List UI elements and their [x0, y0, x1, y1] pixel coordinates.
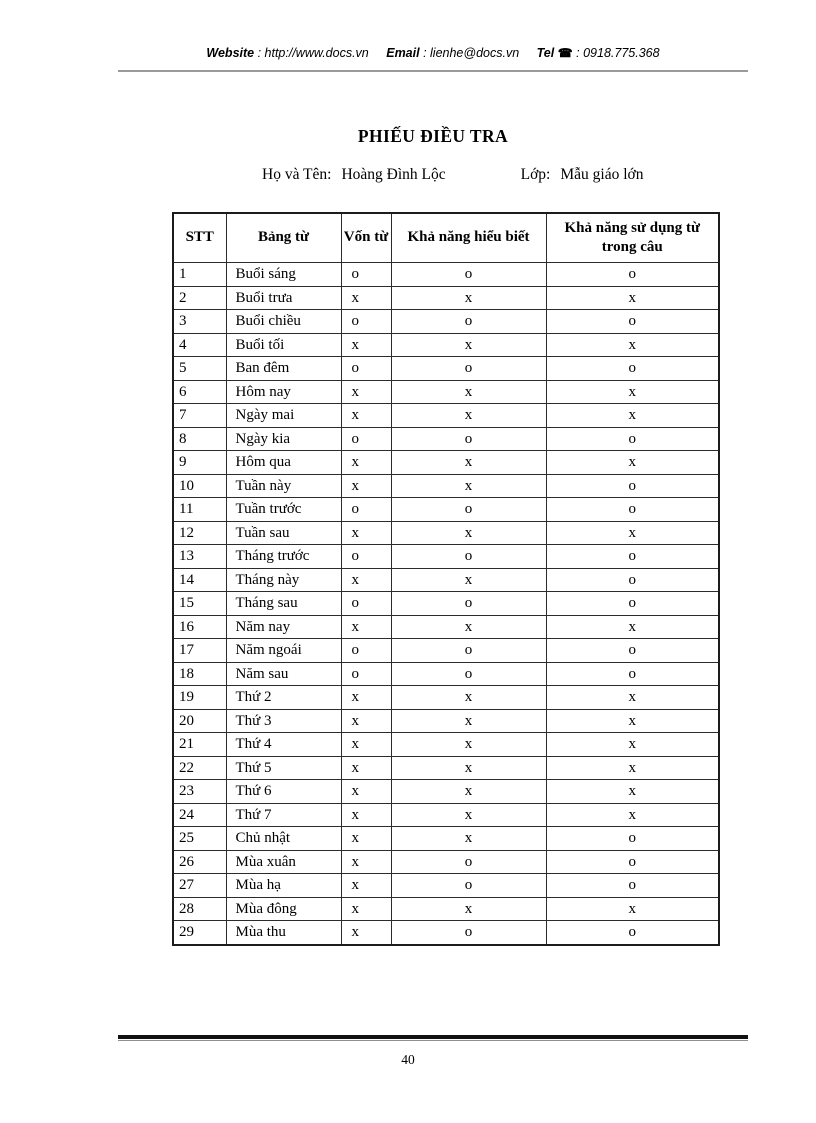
- cell-usage: x: [546, 615, 719, 639]
- cell-vocab: x: [341, 874, 391, 898]
- cell-word: Hôm qua: [226, 451, 341, 475]
- cell-vocab: x: [341, 709, 391, 733]
- cell-stt: 22: [173, 756, 226, 780]
- cell-vocab: o: [341, 639, 391, 663]
- cell-stt: 25: [173, 827, 226, 851]
- cell-comprehension: o: [391, 263, 546, 287]
- cell-word: Tháng sau: [226, 592, 341, 616]
- cell-usage: o: [546, 874, 719, 898]
- tel-label: Tel: [536, 46, 555, 60]
- cell-comprehension: x: [391, 897, 546, 921]
- cell-vocab: x: [341, 686, 391, 710]
- cell-comprehension: x: [391, 521, 546, 545]
- cell-usage: x: [546, 333, 719, 357]
- cell-stt: 18: [173, 662, 226, 686]
- class-value: Mẫu giáo lớn: [560, 166, 644, 183]
- table-row: [173, 803, 719, 827]
- cell-stt: 12: [173, 521, 226, 545]
- table-row: [173, 474, 719, 498]
- cell-stt: 20: [173, 709, 226, 733]
- cell-stt: 19: [173, 686, 226, 710]
- cell-comprehension: o: [391, 639, 546, 663]
- cell-comprehension: x: [391, 404, 546, 428]
- cell-comprehension: o: [391, 662, 546, 686]
- cell-word: Mùa đông: [226, 897, 341, 921]
- website-separator: :: [254, 46, 265, 60]
- cell-comprehension: x: [391, 474, 546, 498]
- page-title: PHIẾU ĐIỀU TRA: [357, 126, 509, 146]
- cell-stt: 6: [173, 380, 226, 404]
- cell-vocab: o: [341, 545, 391, 569]
- table-row: [173, 921, 719, 945]
- document-header: [118, 46, 748, 60]
- cell-vocab: x: [341, 333, 391, 357]
- table-row: [173, 780, 719, 804]
- cell-stt: 8: [173, 427, 226, 451]
- cell-word: Năm ngoái: [226, 639, 341, 663]
- cell-vocab: x: [341, 780, 391, 804]
- cell-usage: x: [546, 733, 719, 757]
- cell-usage: o: [546, 545, 719, 569]
- cell-comprehension: o: [391, 921, 546, 945]
- cell-word: Tháng này: [226, 568, 341, 592]
- cell-vocab: x: [341, 404, 391, 428]
- cell-usage: o: [546, 474, 719, 498]
- website-segment: [206, 46, 368, 60]
- cell-word: Mùa thu: [226, 921, 341, 945]
- header-row: [173, 213, 719, 263]
- cell-vocab: x: [341, 286, 391, 310]
- cell-word: Ban đêm: [226, 357, 341, 381]
- cell-comprehension: x: [391, 286, 546, 310]
- table-row: [173, 380, 719, 404]
- cell-word: Buổi sáng: [226, 263, 341, 287]
- col-header-stt: STT: [173, 213, 226, 263]
- col-header-comprehension: Khả năng hiểu biết: [391, 213, 546, 263]
- cell-stt: 28: [173, 897, 226, 921]
- email-segment: [386, 46, 519, 60]
- cell-word: Ngày mai: [226, 404, 341, 428]
- page-number: 40: [401, 1052, 415, 1067]
- cell-usage: x: [546, 756, 719, 780]
- table-row: [173, 850, 719, 874]
- cell-comprehension: o: [391, 498, 546, 522]
- cell-vocab: x: [341, 921, 391, 945]
- cell-comprehension: o: [391, 592, 546, 616]
- cell-usage: x: [546, 709, 719, 733]
- survey-table-head: [173, 213, 719, 263]
- cell-comprehension: x: [391, 686, 546, 710]
- cell-usage: o: [546, 592, 719, 616]
- cell-usage: o: [546, 263, 719, 287]
- table-row: [173, 733, 719, 757]
- cell-vocab: o: [341, 662, 391, 686]
- table-row: [173, 827, 719, 851]
- class-label: Lớp:: [520, 166, 551, 183]
- table-row: [173, 756, 719, 780]
- cell-usage: o: [546, 310, 719, 334]
- cell-comprehension: x: [391, 733, 546, 757]
- cell-comprehension: o: [391, 310, 546, 334]
- cell-word: Thứ 6: [226, 780, 341, 804]
- cell-word: Tuần sau: [226, 521, 341, 545]
- table-row: [173, 709, 719, 733]
- table-row: [173, 662, 719, 686]
- survey-table: [172, 212, 720, 946]
- website-label: Website: [206, 46, 255, 60]
- cell-comprehension: o: [391, 874, 546, 898]
- cell-comprehension: o: [391, 357, 546, 381]
- cell-usage: o: [546, 357, 719, 381]
- cell-comprehension: x: [391, 756, 546, 780]
- table-row: [173, 427, 719, 451]
- cell-stt: 13: [173, 545, 226, 569]
- col-header-usage: Khả năng sử dụng từ trong câu: [546, 213, 719, 263]
- table-row: [173, 498, 719, 522]
- table-row: [173, 521, 719, 545]
- survey-table-body: [173, 263, 719, 945]
- cell-stt: 10: [173, 474, 226, 498]
- cell-stt: 11: [173, 498, 226, 522]
- table-row: [173, 310, 719, 334]
- tel-number: 0918.775.368: [583, 46, 660, 60]
- cell-word: Buổi chiều: [226, 310, 341, 334]
- name-label: Họ và Tên:: [262, 166, 332, 183]
- cell-vocab: x: [341, 615, 391, 639]
- table-row: [173, 263, 719, 287]
- cell-stt: 5: [173, 357, 226, 381]
- footer-divider-thick-line: [118, 1035, 748, 1039]
- cell-usage: o: [546, 850, 719, 874]
- cell-stt: 21: [173, 733, 226, 757]
- cell-stt: 16: [173, 615, 226, 639]
- cell-vocab: x: [341, 733, 391, 757]
- email-label: Email: [386, 46, 420, 60]
- col-header-word: Bảng từ: [226, 213, 341, 263]
- cell-comprehension: x: [391, 333, 546, 357]
- cell-comprehension: o: [391, 850, 546, 874]
- cell-usage: o: [546, 662, 719, 686]
- cell-stt: 3: [173, 310, 226, 334]
- cell-usage: x: [546, 404, 719, 428]
- tel-separator: :: [572, 46, 584, 60]
- cell-usage: x: [546, 380, 719, 404]
- phone-icon: ☎: [557, 46, 573, 60]
- cell-vocab: x: [341, 521, 391, 545]
- cell-word: Năm nay: [226, 615, 341, 639]
- cell-vocab: x: [341, 897, 391, 921]
- cell-vocab: x: [341, 451, 391, 475]
- cell-comprehension: o: [391, 545, 546, 569]
- student-class-field: [521, 166, 644, 184]
- cell-word: Buổi tối: [226, 333, 341, 357]
- cell-stt: 1: [173, 263, 226, 287]
- cell-usage: x: [546, 451, 719, 475]
- cell-usage: x: [546, 780, 719, 804]
- cell-word: Thứ 5: [226, 756, 341, 780]
- cell-vocab: x: [341, 756, 391, 780]
- table-row: [173, 568, 719, 592]
- cell-vocab: x: [341, 568, 391, 592]
- cell-usage: o: [546, 498, 719, 522]
- cell-stt: 2: [173, 286, 226, 310]
- table-row: [173, 286, 719, 310]
- table-row: [173, 615, 719, 639]
- cell-stt: 9: [173, 451, 226, 475]
- cell-vocab: o: [341, 592, 391, 616]
- cell-comprehension: x: [391, 827, 546, 851]
- cell-vocab: x: [341, 850, 391, 874]
- cell-stt: 15: [173, 592, 226, 616]
- student-name-field: [262, 166, 446, 184]
- cell-vocab: x: [341, 380, 391, 404]
- cell-comprehension: o: [391, 427, 546, 451]
- table-row: [173, 357, 719, 381]
- cell-usage: o: [546, 921, 719, 945]
- email-address: lienhe@docs.vn: [430, 46, 520, 60]
- cell-stt: 17: [173, 639, 226, 663]
- cell-vocab: x: [341, 474, 391, 498]
- cell-vocab: o: [341, 263, 391, 287]
- cell-comprehension: x: [391, 709, 546, 733]
- cell-word: Thứ 7: [226, 803, 341, 827]
- email-separator: :: [419, 46, 431, 60]
- cell-stt: 14: [173, 568, 226, 592]
- cell-vocab: o: [341, 498, 391, 522]
- cell-usage: x: [546, 803, 719, 827]
- cell-comprehension: x: [391, 380, 546, 404]
- cell-stt: 29: [173, 921, 226, 945]
- cell-stt: 27: [173, 874, 226, 898]
- footer-divider-thin-line: [118, 1040, 748, 1041]
- footer-divider: [118, 1035, 748, 1041]
- cell-word: Ngày kia: [226, 427, 341, 451]
- cell-stt: 7: [173, 404, 226, 428]
- cell-word: Chủ nhật: [226, 827, 341, 851]
- table-row: [173, 686, 719, 710]
- cell-vocab: o: [341, 427, 391, 451]
- cell-usage: o: [546, 568, 719, 592]
- cell-word: Tuần trước: [226, 498, 341, 522]
- cell-comprehension: x: [391, 568, 546, 592]
- cell-usage: x: [546, 686, 719, 710]
- header-divider: [118, 70, 748, 72]
- cell-usage: x: [546, 286, 719, 310]
- cell-comprehension: x: [391, 615, 546, 639]
- cell-word: Mùa hạ: [226, 874, 341, 898]
- student-info-line: [262, 166, 643, 184]
- cell-usage: o: [546, 427, 719, 451]
- table-row: [173, 592, 719, 616]
- table-row: [173, 639, 719, 663]
- cell-usage: o: [546, 827, 719, 851]
- cell-comprehension: x: [391, 803, 546, 827]
- cell-stt: 26: [173, 850, 226, 874]
- cell-stt: 24: [173, 803, 226, 827]
- cell-vocab: o: [341, 357, 391, 381]
- cell-word: Thứ 2: [226, 686, 341, 710]
- cell-word: Buổi trưa: [226, 286, 341, 310]
- cell-word: Tháng trước: [226, 545, 341, 569]
- cell-vocab: o: [341, 310, 391, 334]
- cell-comprehension: x: [391, 451, 546, 475]
- cell-stt: 4: [173, 333, 226, 357]
- col-header-vocab: Vốn từ: [341, 213, 391, 263]
- table-row: [173, 874, 719, 898]
- cell-word: Thứ 4: [226, 733, 341, 757]
- cell-stt: 23: [173, 780, 226, 804]
- table-row: [173, 897, 719, 921]
- table-row: [173, 545, 719, 569]
- cell-usage: o: [546, 639, 719, 663]
- table-row: [173, 451, 719, 475]
- cell-usage: x: [546, 897, 719, 921]
- table-row: [173, 404, 719, 428]
- cell-usage: x: [546, 521, 719, 545]
- cell-word: Năm sau: [226, 662, 341, 686]
- cell-word: Tuần này: [226, 474, 341, 498]
- tel-segment: [537, 46, 660, 60]
- table-row: [173, 333, 719, 357]
- cell-word: Mùa xuân: [226, 850, 341, 874]
- cell-comprehension: x: [391, 780, 546, 804]
- website-url: http://www.docs.vn: [264, 46, 369, 60]
- name-value: Hoàng Đình Lộc: [341, 166, 446, 183]
- cell-word: Hôm nay: [226, 380, 341, 404]
- cell-vocab: x: [341, 827, 391, 851]
- cell-word: Thứ 3: [226, 709, 341, 733]
- cell-vocab: x: [341, 803, 391, 827]
